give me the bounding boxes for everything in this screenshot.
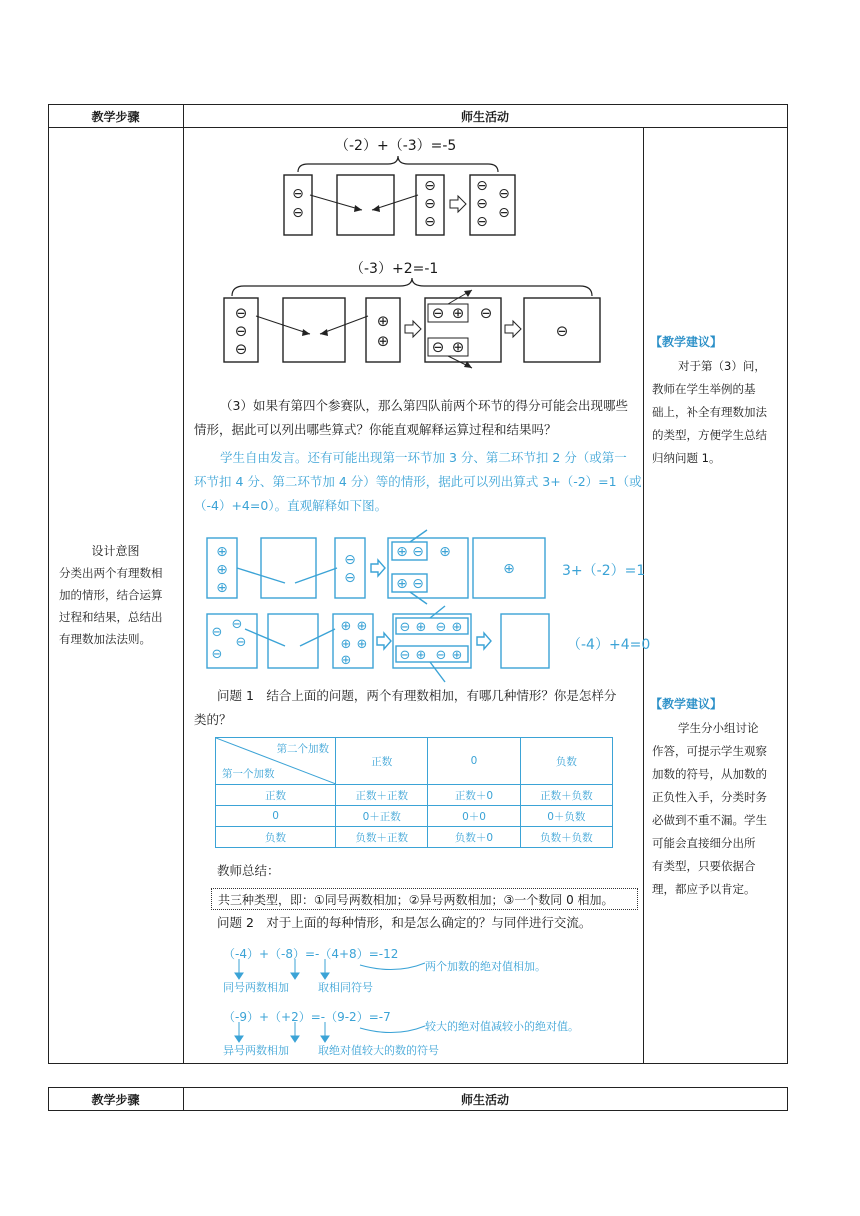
svg-text:⊕: ⊕ — [216, 580, 228, 596]
summary-box: 共三种类型，即：①同号两数相加；②异号两数相加；③一个数同 0 相加。 — [211, 888, 638, 910]
svg-text:⊖: ⊖ — [498, 205, 510, 221]
svg-text:⊖: ⊖ — [498, 186, 510, 202]
suggestion2-line: 作答，可提示学生观察 — [652, 744, 767, 758]
diagram1 — [280, 150, 520, 240]
svg-text:⊕: ⊕ — [216, 544, 228, 560]
svg-text:⊕: ⊕ — [376, 312, 390, 330]
diagram1-equation: （-2）+（-3）=-5 — [335, 138, 457, 154]
diagram3 — [205, 528, 555, 608]
table-cell: 0＋0 — [428, 806, 520, 827]
table-cell: 负数＋0 — [428, 827, 520, 848]
suggestion1-line: 对于第（3）问， — [678, 359, 766, 373]
svg-text:⊖: ⊖ — [476, 196, 488, 212]
svg-text:⊕: ⊕ — [376, 332, 390, 350]
table-header-bottom — [48, 127, 788, 128]
svg-text:⊕: ⊕ — [356, 637, 368, 652]
svg-text:⊖: ⊖ — [476, 178, 488, 194]
suggestion2-line: 学生分小组讨论 — [678, 721, 759, 735]
suggestion2-line: 可能会直接细分出所 — [652, 836, 756, 850]
svg-text:⊖: ⊖ — [231, 617, 243, 632]
corner-bottom: 第一个加数 — [222, 768, 275, 780]
svg-text:⊕: ⊕ — [415, 648, 427, 663]
svg-text:⊖: ⊖ — [211, 647, 223, 662]
svg-text:⊕: ⊕ — [451, 620, 463, 635]
table-cell: 0＋正数 — [336, 806, 428, 827]
suggestion2-line: 正负性入手，分类时务 — [652, 790, 767, 804]
next-header-steps: 教学步骤 — [91, 1093, 140, 1107]
next-table-right — [787, 1087, 788, 1111]
col-header: 负数 — [520, 738, 612, 785]
svg-text:⊖: ⊖ — [431, 338, 445, 356]
svg-text:⊖: ⊖ — [424, 178, 436, 194]
example1-equation: （-4）+（-8）=-（4+8）=-12 — [223, 947, 399, 961]
table-row — [216, 827, 613, 848]
table-bottom-border — [48, 1063, 788, 1064]
design-intent-title: 设计意图 — [91, 544, 140, 558]
svg-text:⊕: ⊕ — [451, 338, 465, 356]
next-table-header-bottom — [48, 1110, 788, 1111]
row-label: 0 — [216, 806, 336, 827]
svg-text:⊖: ⊖ — [211, 625, 223, 640]
next-header-activity: 师生活动 — [460, 1093, 509, 1107]
svg-text:⊖: ⊖ — [234, 304, 248, 322]
problem1-line2: 类的？ — [194, 712, 232, 727]
suggestion1-line: 归纳问题 1。 — [652, 451, 721, 465]
svg-text:⊖: ⊖ — [399, 620, 411, 635]
svg-text:⊕: ⊕ — [356, 619, 368, 634]
suggestion2-line: 必做到不重不漏。学生 — [652, 813, 767, 827]
example1-note: 两个加数的绝对值相加。 — [425, 960, 546, 973]
design-intent-line: 有理数加法法则。 — [59, 632, 151, 646]
suggestion1-line: 的类型，方便学生总结 — [652, 428, 767, 442]
header-activity: 师生活动 — [460, 110, 509, 124]
svg-text:⊖: ⊖ — [412, 576, 424, 592]
example2-equation: （-9）+（+2）=-（9-2）=-7 — [223, 1010, 391, 1024]
svg-text:⊕: ⊕ — [340, 619, 352, 634]
svg-text:⊕: ⊕ — [439, 544, 451, 560]
example1-rule-a: 同号两数相加 — [223, 981, 289, 994]
svg-text:⊖: ⊖ — [435, 620, 447, 635]
svg-text:⊕: ⊕ — [396, 576, 408, 592]
table-col-divider-right — [643, 127, 644, 1064]
answer-line1: 学生自由发言。还有可能出现第一环节加 3 分、第二环节扣 2 分（或第一 — [220, 450, 627, 465]
svg-text:⊖: ⊖ — [292, 186, 304, 202]
row-label: 正数 — [216, 785, 336, 806]
suggestion2-line: 有类型，只要依据合 — [652, 859, 756, 873]
diagram3-equation: 3+（-2）=1 — [562, 563, 646, 579]
svg-text:⊕: ⊕ — [451, 304, 465, 322]
suggestion2-line: 加数的符号，从加数的 — [652, 767, 767, 781]
table-cell: 0＋负数 — [520, 806, 612, 827]
example2-rule-b: 取绝对值较大的数的符号 — [318, 1044, 439, 1057]
suggestion2-line: 理，都应予以肯定。 — [652, 882, 756, 896]
classification-table — [215, 737, 613, 848]
teacher-summary-label: 教师总结： — [217, 863, 280, 878]
table-cell: 正数＋0 — [428, 785, 520, 806]
svg-text:⊖: ⊖ — [344, 552, 356, 568]
row-label: 负数 — [216, 827, 336, 848]
diagram4-equation: （-4）+4=0 — [567, 637, 651, 653]
design-intent-line: 分类出两个有理数相 — [59, 566, 163, 580]
svg-text:⊖: ⊖ — [292, 205, 304, 221]
col-header: 0 — [428, 738, 520, 785]
svg-text:⊖: ⊖ — [344, 570, 356, 586]
svg-text:⊖: ⊖ — [412, 544, 424, 560]
svg-text:⊖: ⊖ — [431, 304, 445, 322]
suggestion1-line: 础上，补全有理数加法 — [652, 405, 767, 419]
design-intent-line: 加的情形，结合运算 — [59, 588, 163, 602]
q3-line2: 情形，据此可以列出哪些算式？你能直观解释运算过程和结果吗？ — [194, 422, 557, 437]
table-top-border — [48, 104, 788, 105]
svg-text:⊖: ⊖ — [555, 322, 569, 340]
problem2: 问题 2 对于上面的每种情形，和是怎么确定的？与同伴进行交流。 — [217, 915, 592, 930]
problem1-line1: 问题 1 结合上面的问题，两个有理数相加，有哪几种情形？你是怎样分 — [217, 688, 617, 703]
diagram4 — [205, 604, 555, 686]
table-col-divider — [183, 104, 184, 1064]
diagram2-equation: （-3）+2=-1 — [350, 261, 439, 277]
example1-rule-b: 取相同符号 — [318, 981, 373, 994]
svg-text:⊖: ⊖ — [399, 648, 411, 663]
corner-top: 第二个加数 — [276, 743, 330, 755]
q3-line1: （3）如果有第四个参赛队，那么第四队前两个环节的得分可能会出现哪些 — [220, 398, 628, 413]
table-right-border — [787, 104, 788, 1064]
example2-rule-a: 异号两数相加 — [223, 1044, 289, 1057]
table-cell: 负数＋正数 — [336, 827, 428, 848]
svg-text:⊕: ⊕ — [415, 620, 427, 635]
svg-text:⊕: ⊕ — [451, 648, 463, 663]
svg-text:⊖: ⊖ — [424, 196, 436, 212]
svg-text:⊕: ⊕ — [216, 562, 228, 578]
design-intent-line: 过程和结果，总结出 — [59, 610, 163, 624]
table-cell: 负数＋负数 — [520, 827, 612, 848]
svg-text:⊕: ⊕ — [340, 637, 352, 652]
svg-text:⊖: ⊖ — [424, 214, 436, 230]
col-header: 正数 — [336, 738, 428, 785]
diagram2 — [220, 272, 605, 372]
table-cell: 正数＋正数 — [336, 785, 428, 806]
suggestion-tag-1: 【教学建议】 — [650, 335, 723, 349]
svg-text:⊕: ⊕ — [396, 544, 408, 560]
svg-text:⊖: ⊖ — [476, 214, 488, 230]
suggestion-tag-2: 【教学建议】 — [650, 697, 723, 711]
answer-line2: 环节扣 4 分、第二环节加 4 分）等的情形，据此可以列出算式 3+（-2）=1（或 — [194, 474, 642, 489]
header-steps: 教学步骤 — [91, 110, 140, 124]
svg-text:⊕: ⊕ — [340, 653, 352, 668]
table-row — [216, 785, 613, 806]
answer-line3: （-4）+4=0）。直观解释如下图。 — [194, 498, 388, 513]
svg-text:⊖: ⊖ — [479, 304, 493, 322]
table-row — [216, 806, 613, 827]
example2-note: 较大的绝对值减较小的绝对值。 — [425, 1020, 579, 1033]
svg-text:⊖: ⊖ — [234, 340, 248, 358]
next-table-top — [48, 1087, 788, 1088]
table-cell: 正数＋负数 — [520, 785, 612, 806]
table-corner — [216, 738, 336, 785]
svg-text:⊖: ⊖ — [435, 648, 447, 663]
svg-text:⊖: ⊖ — [234, 322, 248, 340]
suggestion1-line: 教师在学生举例的基 — [652, 382, 756, 396]
table-left-border — [48, 104, 49, 1064]
svg-text:⊖: ⊖ — [235, 635, 247, 650]
svg-text:⊕: ⊕ — [503, 561, 515, 577]
